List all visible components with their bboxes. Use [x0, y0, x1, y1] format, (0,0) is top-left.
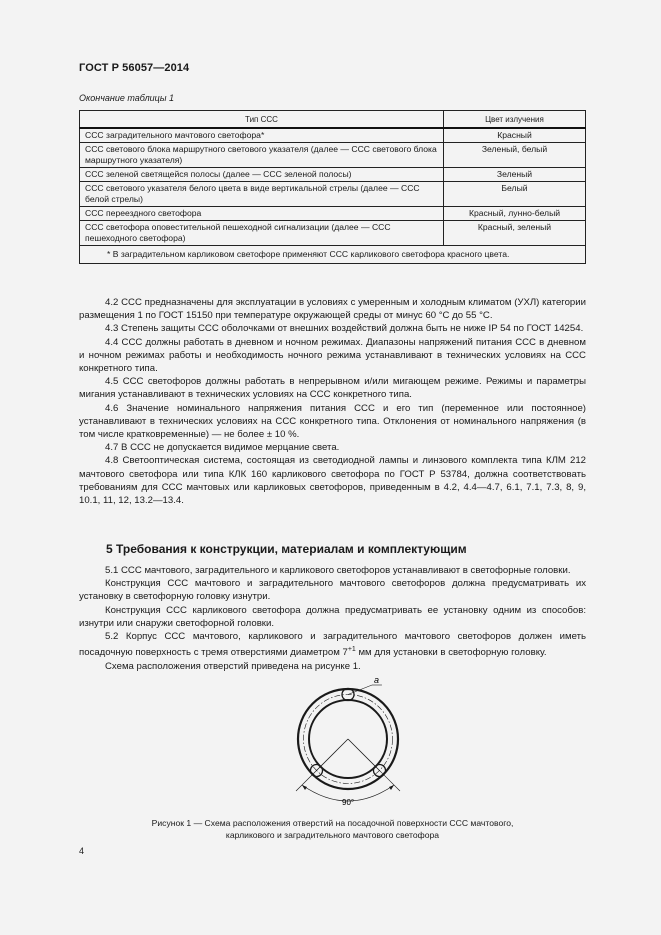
- paragraph-4-2: 4.2 ССС предназначены для эксплуатации в условиях с умеренным и холодным климатом (УХЛ) категории размещения 1 по ГОСТ 15150 при температуре окружающей среды от минус 60 °С до 55 °С.: [79, 297, 586, 322]
- table-header-row: [80, 111, 586, 129]
- radius-line-right: [348, 739, 380, 771]
- table-row: [80, 143, 586, 168]
- row-color: Красный, зеленый: [444, 221, 586, 246]
- radius-line-left: [317, 739, 349, 771]
- arrow-right: [389, 785, 394, 790]
- paragraph-4-5: 4.5 ССС светофоров должны работать в непрерывном и/или мигающем режиме. Режимы и параметры мигания устанавливают в технических условиях на ССС конкретного типа.: [79, 376, 586, 401]
- row-type: ССС светового указателя белого цвета в виде вертикальной стрелы (далее — ССС белой стрелы): [80, 182, 444, 207]
- table-row: [80, 128, 586, 143]
- arrow-left: [302, 785, 307, 790]
- figure-caption: [79, 817, 586, 841]
- standard-code: ГОСТ Р 56057—2014: [79, 62, 190, 74]
- paragraph-4-8: 4.8 Светооптическая система, состоящая из светодиодной лампы и линзового комплекта типа КЛМ 212 мачтового светофора или типа КЛК 160 карликового светофора по ГОСТ Р 53784, должна соответствовать требованиям для ССС мачтовых или карликовых светофоров, приведенным в 4.2, 4.4—4.7, 6.1, 7.1, 7.3, 8, 9, 10.1, 11, 12, 13.2—13.4.: [79, 455, 586, 507]
- table-row: [80, 207, 586, 221]
- row-type: ССС зеленой светящейся полосы (далее — ССС зеленой полосы): [80, 168, 444, 182]
- section-5-heading: 5 Требования к конструкции, материалам и комплектующим: [106, 542, 467, 556]
- p52-before: 5.2 Корпус ССС мачтового, карликового и заградительного мачтового светофоров должен иметь посадочную поверхность с тремя отверстиями диаметром 7: [79, 631, 586, 659]
- row-type: ССС заградительного мачтового светофора*: [80, 128, 444, 143]
- section-5-text: [79, 564, 586, 673]
- paragraph-5-2: [79, 630, 586, 660]
- table-1: [79, 110, 586, 264]
- row-type: ССС светового блока маршрутного светового указателя (далее — ССС светового блока маршрутного указателя): [80, 143, 444, 168]
- p52-after: мм для установки в светофорную головку.: [355, 647, 547, 659]
- paragraph-4-4: 4.4 ССС должны работать в дневном и ночном режимах. Диапазоны напряжений питания ССС в дневном и ночном режимах работы и необходимость ночного режима устанавливают в технических условиях на ССС конкретного типа.: [79, 336, 586, 375]
- row-color: Зеленый: [444, 168, 586, 182]
- row-color: Белый: [444, 182, 586, 207]
- label-angle: 90°: [342, 798, 355, 807]
- table-row: [80, 168, 586, 182]
- paragraph-5-2-b: Схема расположения отверстий приведена на рисунке 1.: [105, 660, 361, 672]
- table-footnote: * В заградительном карликовом светофоре применяют ССС карликового светофора красного цвета.: [80, 246, 586, 264]
- paragraph-4-3: 4.3 Степень защиты ССС оболочками от внешних воздействий должна быть не ниже IP 54 по ГОСТ 14254.: [105, 323, 584, 335]
- paragraph-5-1: 5.1 ССС мачтового, заградительного и карликового светофоров устанавливают в светофорные головки.: [105, 565, 571, 576]
- paragraph-4-6: 4.6 Значение номинального напряжения питания ССС и его тип (переменное или постоянное) устанавливают в технических условиях на ССС конкретного типа. Отклонения от номинального напряжения (в том числе кратковременные) — не более ± 10 %.: [79, 402, 586, 441]
- table-row: [80, 221, 586, 246]
- table-row: [80, 182, 586, 207]
- tolerance-superscript: +1: [347, 646, 356, 654]
- paragraph-5-1-c: Конструкция ССС карликового светофора должна предусматривать ее установку одним из способов: изнутри или снаружи светофорной головки.: [79, 604, 586, 629]
- figure-1-hole-layout: [290, 675, 410, 809]
- figure-caption-line-1: Рисунок 1 — Схема расположения отверстий на посадочной поверхности ССС мачтового,: [151, 818, 514, 828]
- row-color: Красный: [444, 128, 586, 143]
- column-header-color: Цвет излучения: [444, 111, 586, 129]
- figure-caption-line-2: карликового и заградительного мачтового светофора: [225, 830, 440, 840]
- page-number: 4: [79, 846, 85, 856]
- table-caption: Окончание таблицы 1: [79, 93, 174, 103]
- section-4-text: [79, 296, 586, 507]
- label-a: a: [374, 675, 380, 685]
- paragraph-4-7: 4.7 В ССС не допускается видимое мерцание света.: [105, 442, 340, 454]
- row-type: ССС переездного светофора: [80, 207, 444, 221]
- column-header-type: Тип ССС: [80, 111, 444, 129]
- row-type: ССС светофора оповестительной пешеходной сигнализации (далее — ССС пешеходного светофора): [80, 221, 444, 246]
- row-color: Зеленый, белый: [444, 143, 586, 168]
- table-footnote-row: [80, 246, 586, 264]
- row-color: Красный, лунно-белый: [444, 207, 586, 221]
- paragraph-5-1-b: Конструкция ССС мачтового и заградительного мачтового светофоров должна предусматривать их установку в светофорную головку изнутри.: [79, 578, 586, 603]
